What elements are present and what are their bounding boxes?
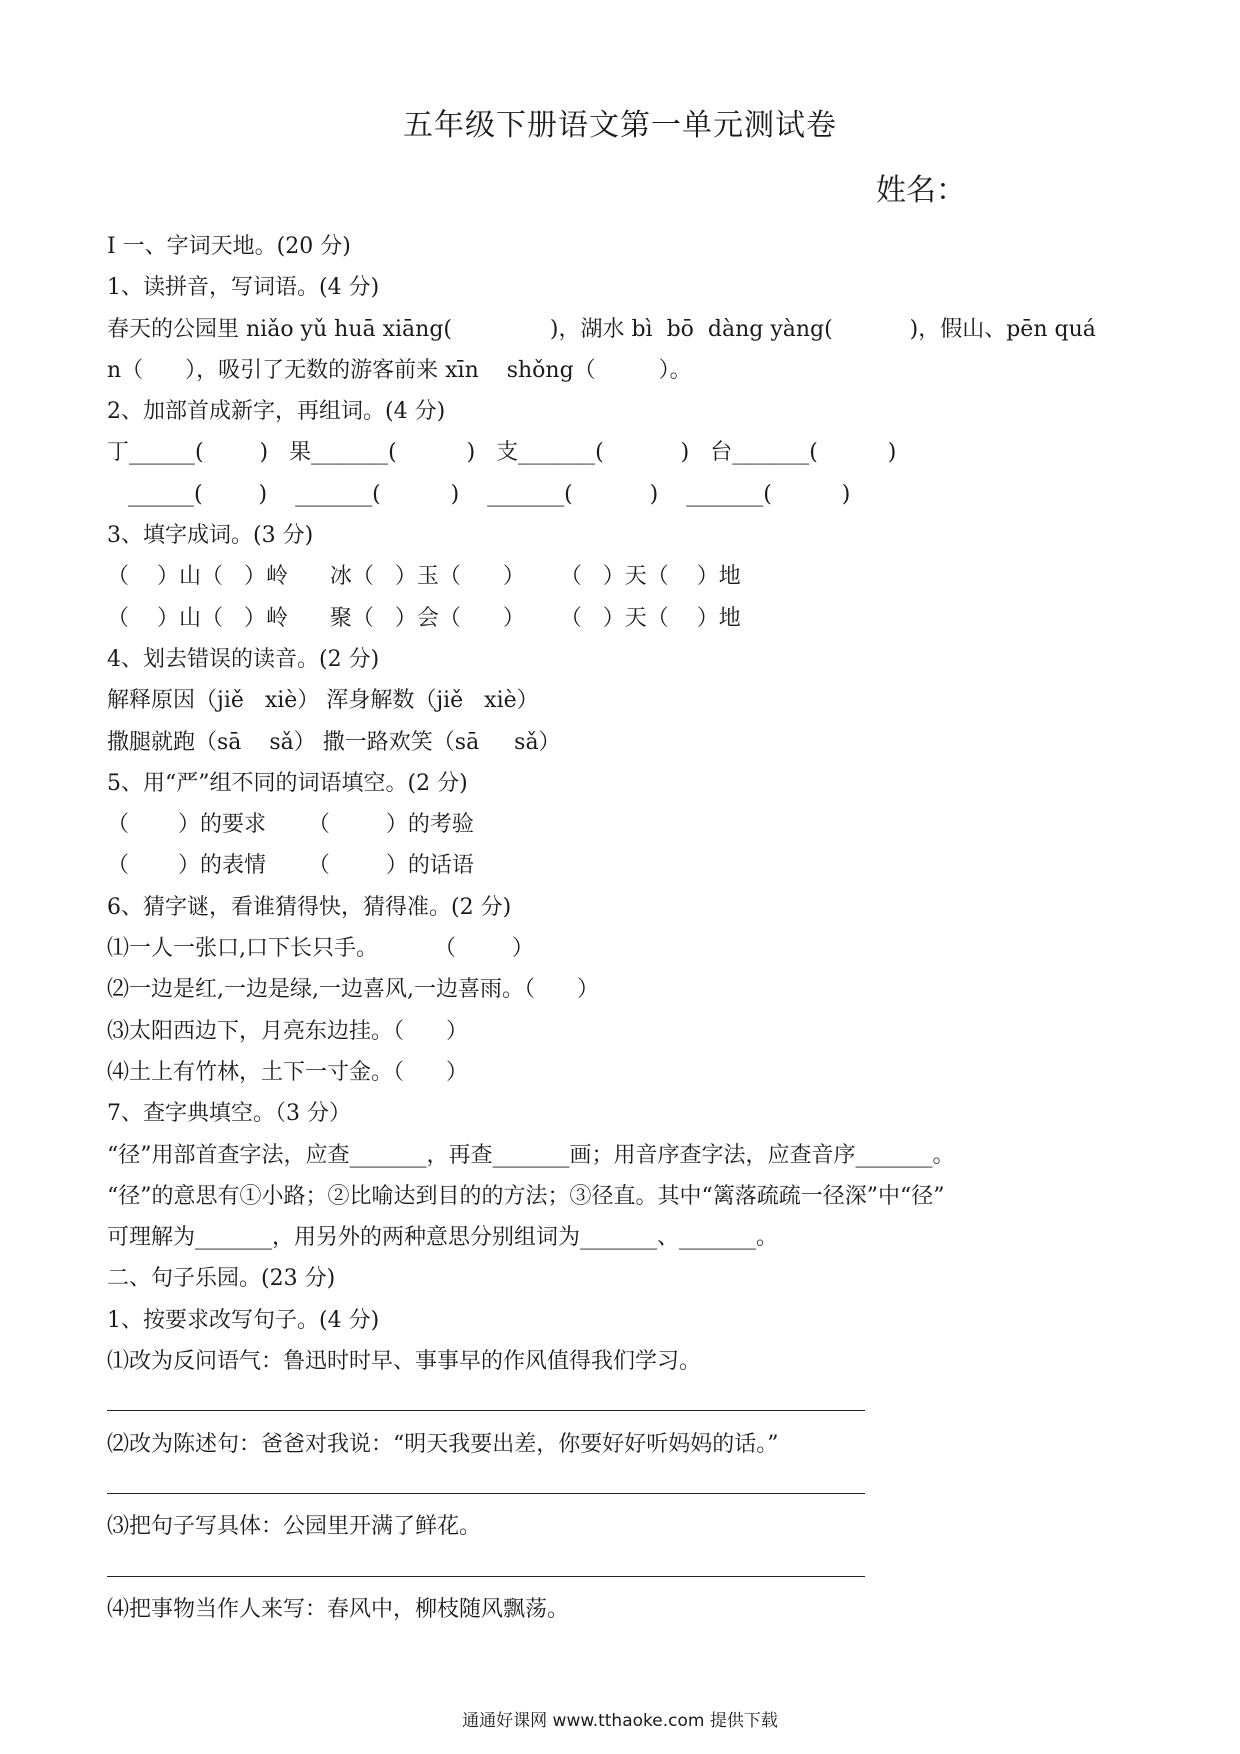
question-text: （ ）的要求 （ ）的考验	[107, 812, 474, 838]
section-heading: 二、句子乐园。(23 分)	[107, 1266, 336, 1292]
question-text: “径”用部首查字法，应查_______，再查_______画；用音序查字法，应查音序_______。	[107, 1142, 955, 1168]
question-heading: 4、划去错误的读音。(2 分)	[107, 646, 380, 672]
answer-line	[107, 1382, 1147, 1423]
question-text: n（ ），吸引了无数的游客前来 xīn shǒng（ ）。	[107, 357, 692, 383]
answer-underline	[107, 1493, 865, 1494]
question-text: （ ）的表情 （ ）的话语	[107, 853, 474, 879]
question-text: ⑵改为陈述句：爸爸对我说：“明天我要出差，你要好好听妈妈的话。”	[107, 1431, 779, 1457]
question-text: ⑶把句子写具体：公园里开满了鲜花。	[107, 1514, 482, 1540]
question-heading: 1、读拼音，写词语。(4 分)	[107, 275, 380, 301]
question-text: ⑷土上有竹林，土下一寸金。（ ）	[107, 1059, 468, 1085]
question-heading: 7、查字典填空。（3 分）	[107, 1101, 351, 1127]
question-text: ⑶太阳西边下，月亮东边挂。（ ）	[107, 1018, 468, 1044]
page-title: 五年级下册语文第一单元测试卷	[403, 108, 837, 143]
answer-line	[107, 1465, 1147, 1506]
question-text: ______( ) _______( ) _______( ) _______( )	[107, 481, 851, 507]
answer-underline	[107, 1576, 865, 1577]
question-text: 丁______( ) 果_______( ) 支_______( ) 台_______( )	[107, 440, 897, 466]
exam-body	[107, 226, 1147, 1630]
question-text: 可理解为_______，用另外的两种意思分别组词为_______、_______。	[107, 1225, 779, 1251]
answer-line	[107, 1548, 1147, 1589]
question-text: （ ）山（ ）岭 冰（ ）玉（ ） （ ）天（ ）地	[107, 564, 741, 590]
question-text: ⑵一边是红,一边是绿,一边喜风,一边喜雨。（ ）	[107, 977, 599, 1003]
question-heading: 1、按要求改写句子。(4 分)	[107, 1307, 380, 1333]
question-text: ⑷把事物当作人来写：春风中，柳枝随风飘荡。	[107, 1596, 570, 1622]
question-heading: 3、填字成词。(3 分)	[107, 523, 314, 549]
question-text: 撒腿就跑（sā sǎ） 撒一路欢笑（sā sǎ）	[107, 729, 561, 755]
question-text: 解释原因（jiě xiè） 浑身解数（jiě xiè）	[107, 688, 539, 714]
question-text: “径”的意思有①小路；②比喻达到目的的方法；③径直。其中“篱落疏疏一径深”中“径”	[107, 1183, 945, 1209]
question-text: 春天的公园里 niǎo yǔ huā xiāng( )，湖水 bì bō dàng yàng( )，假山、pēn quá	[107, 316, 1096, 342]
question-heading: 5、用“严”组不同的词语填空。(2 分)	[107, 770, 468, 796]
name-label: 姓名：	[876, 173, 966, 208]
question-heading: 6、猜字谜，看谁猜得快，猜得准。(2 分)	[107, 894, 512, 920]
question-text: ⑴改为反问语气：鲁迅时时早、事事早的作风值得我们学习。	[107, 1349, 702, 1375]
question-text: ⑴一人一张口,口下长只手。 （ ）	[107, 936, 534, 962]
footer-credit: 通通好课网 www.tthaoke.com 提供下载	[462, 1711, 778, 1731]
question-text: （ ）山（ ）岭 聚（ ）会（ ） （ ）天（ ）地	[107, 605, 741, 631]
question-heading: 2、加部首成新字，再组词。(4 分)	[107, 399, 446, 425]
answer-underline	[107, 1410, 865, 1411]
section-heading: I 一、字词天地。(20 分)	[107, 234, 351, 259]
